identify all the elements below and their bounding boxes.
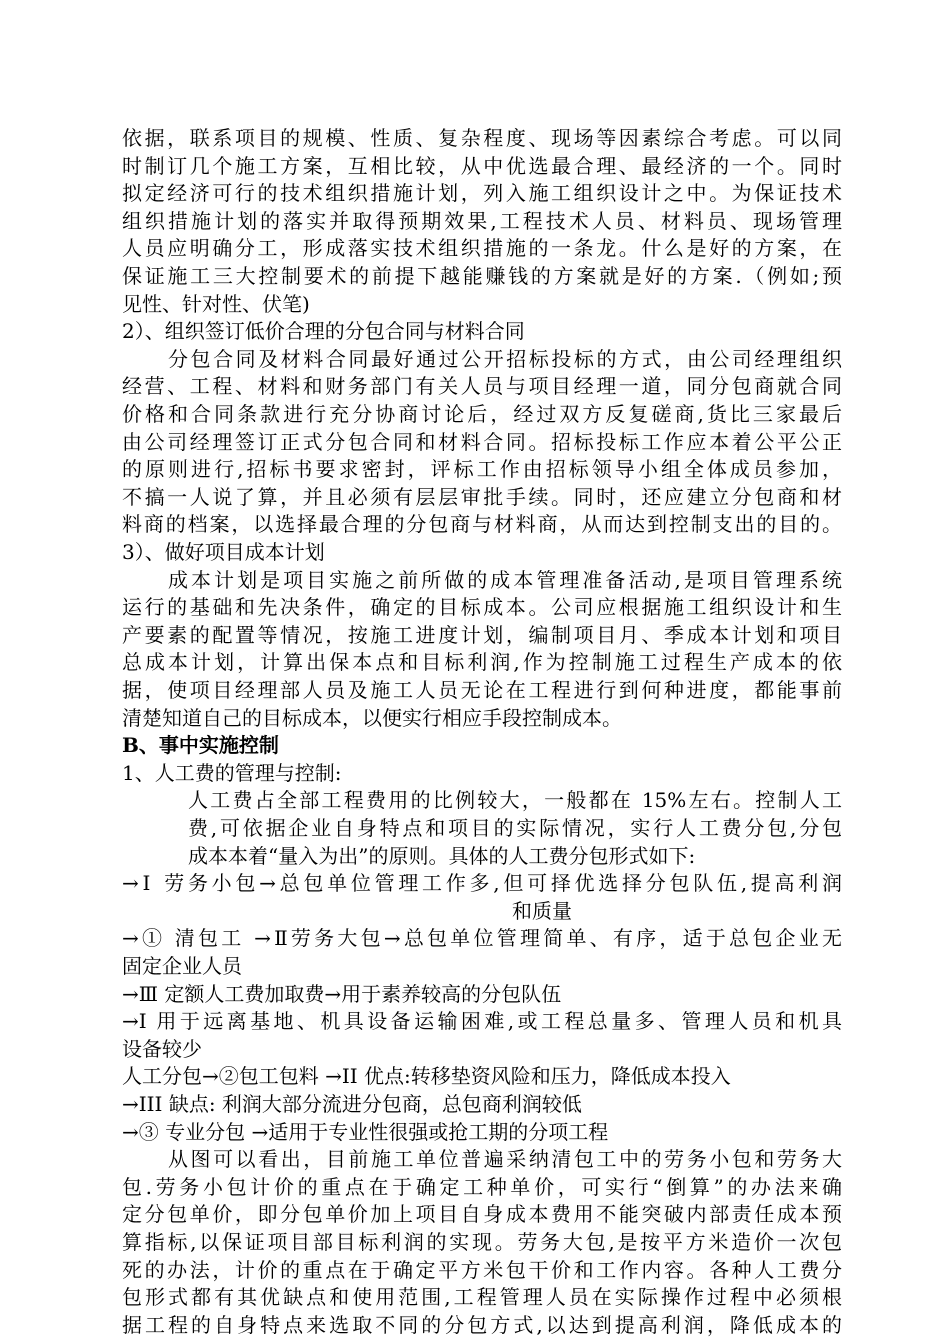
text-line: →③ 专业分包 →适用于专业性很强或抢工期的分项工程 [122, 1120, 609, 1144]
text-line: 保证施工三大控制要术的前提下越能赚钱的方案就是好的方案.（例如;预 [122, 264, 842, 288]
text-line: 组织措施计划的落实并取得预期效果,工程技术人员、材料员、现场管理 [122, 209, 842, 233]
text-line: 人工分包→②包工包料 →II 优点:转移垫资风险和压力，降低成本投入 [122, 1064, 731, 1088]
text-line: 定分包单价，即分包单价加上项目自身成本费用不能突破内部责任成本预 [122, 1202, 842, 1226]
text-line: →I 用于远离基地、机具设备运输困难,或工程总量多、管理人员和机具 [122, 1009, 842, 1033]
text-line: 固定企业人员 [122, 954, 242, 978]
text-line: 从图可以看出，目前施工单位普遍采纳清包工中的劳务小包和劳务大 [168, 1147, 842, 1171]
section-heading: 3）、做好项目成本计划 [122, 540, 325, 564]
text-line: 清楚知道自己的目标成本，以便实行相应手段控制成本。 [122, 706, 622, 730]
text-line: 死的办法，计价的重点在于确定平方米包干价和工作内容。各种人工费分 [122, 1258, 842, 1282]
text-line: 价格和合同条款进行充分协商讨论后，经过双方反复磋商,货比三家最后 [122, 402, 842, 426]
text-line: 设备较少 [122, 1037, 202, 1061]
text-line: →Ⅲ 定额人工费加取费→用于素养较高的分包队伍 [122, 982, 562, 1006]
text-line: 包.劳务小包计价的重点在于确定工种单价，可实行“倒算”的办法来确 [122, 1175, 842, 1199]
text-line: 成本计划是项目实施之前所做的成本管理准备活动,是项目管理系统 [168, 568, 842, 592]
text-line: 拟定经济可行的技术组织措施计划，列入施工组织设计之中。为保证技术 [122, 181, 842, 205]
text-line: 人员应明确分工，形成落实技术组织措施的一条龙。什么是好的方案，在 [122, 236, 842, 260]
text-line: 包形式都有其优缺点和使用范围,工程管理人员在实际操作过程中必须根 [122, 1285, 842, 1309]
text-line: 和质量 [512, 899, 572, 923]
text-line: →III 缺点: 利润大部分流进分包商，总包商利润较低 [122, 1092, 582, 1116]
text-line: 分包合同及材料合同最好通过公开招标投标的方式，由公司经理组织 [168, 347, 842, 371]
text-line: →Ⅰ 劳务小包→总包单位管理工作多,但可择优选择分包队伍,提高利润 [122, 871, 842, 895]
text-line: 不搞一人说了算，并且必须有层层审批手续。同时，还应建立分包商和材 [122, 485, 842, 509]
subsection-heading: 1、人工费的管理与控制: [122, 761, 342, 785]
section-heading: 2）、组织签订低价合理的分包合同与材料合同 [122, 319, 525, 343]
text-line: 产要素的配置等情况，按施工进度计划，编制项目月、季成本计划和项目 [122, 623, 842, 647]
text-line: 料商的档案，以选择最合理的分包商与材料商，从而达到控制支出的目的。 [122, 512, 842, 536]
text-line: 运行的基础和先决条件，确定的目标成本。公司应根据施工组织设计和生 [122, 595, 842, 619]
text-line: 总成本计划，计算出保本点和目标利润,作为控制施工过程生产成本的依 [122, 650, 842, 674]
text-line: 时制订几个施工方案，互相比较，从中优选最合理、最经济的一个。同时 [122, 154, 842, 178]
text-line: 算指标,以保证项目部目标利润的实现。劳务大包,是按平方米造价一次包 [122, 1230, 842, 1254]
text-line: 据工程的自身特点来选取不同的分包方式,以达到提高利润，降低成本的 [122, 1313, 842, 1337]
text-line: 见性、针对性、伏笔) [122, 292, 310, 316]
text-line: 由公司经理签订正式分包合同和材料合同。招标投标工作应本着公平公正 [122, 430, 842, 454]
text-line: 依据，联系项目的规模、性质、复杂程度、现场等因素综合考虑。可以同 [122, 126, 842, 150]
text-line: 人工费占全部工程费用的比例较大，一般都在 15%左右。控制人工 [188, 788, 842, 812]
text-line: 费,可依据企业自身特点和项目的实际情况，实行人工费分包,分包 [188, 816, 842, 840]
text-line: 的原则进行,招标书要求密封，评标工作由招标领导小组全体成员参加， [122, 457, 842, 481]
text-line: 经营、工程、材料和财务部门有关人员与项目经理一道，同分包商就合同 [122, 374, 842, 398]
text-line: 成本本着“量入为出”的原则。具体的人工费分包形式如下: [188, 844, 696, 868]
text-line: →① 清包工 →Ⅱ劳务大包→总包单位管理简单、有序，适于总包企业无 [122, 926, 842, 950]
text-line: 据，使项目经理部人员及施工人员无论在工程进行到何种进度，都能事前 [122, 678, 842, 702]
section-heading: B、事中实施控制 [122, 733, 279, 757]
